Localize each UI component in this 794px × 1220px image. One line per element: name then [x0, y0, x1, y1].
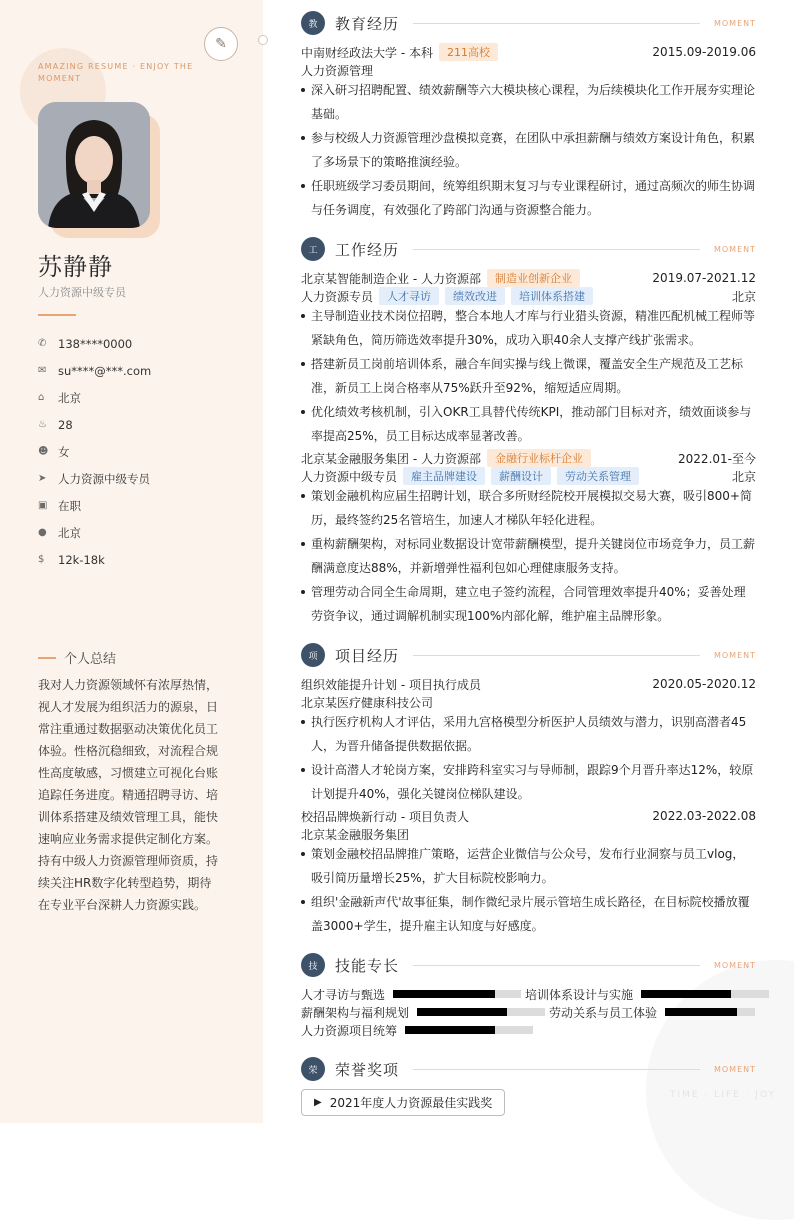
skill-item [301, 1003, 545, 1021]
contact-item [38, 411, 151, 438]
skill-bar [405, 1026, 533, 1034]
education-row [301, 43, 756, 61]
skill-bar-fill [417, 1008, 507, 1016]
contact-item [38, 519, 151, 546]
skill-name: 劳动关系与员工体验 [549, 1005, 658, 1020]
candidate-name: 苏静静 [38, 253, 113, 281]
work-city: 北京 [731, 289, 756, 304]
skill-item [301, 985, 521, 1003]
skill-bar [665, 1008, 755, 1016]
gender-icon: ☻ [38, 446, 49, 457]
role: 人力资源专员 [301, 289, 374, 304]
pen-icon: ✎ [204, 27, 238, 61]
contact-item [38, 330, 151, 357]
skill-item [525, 985, 769, 1003]
play-triangle-icon: ▶ [314, 1097, 322, 1108]
project-name: 校招品牌焕新行动 - 项目负责人 [301, 809, 469, 824]
section-title: 教育经历 [335, 14, 400, 33]
skill-name: 人力资源项目统筹 [301, 1023, 398, 1038]
education-icon: 教 [301, 11, 325, 35]
skill-bar [641, 990, 769, 998]
company-tag: 金融行业标杆企业 [487, 449, 591, 467]
decorative-ring-edge [258, 35, 268, 45]
skill-name: 薪酬架构与福利规划 [301, 1005, 410, 1020]
contact-text: 138****0000 [58, 336, 133, 351]
contact-text: 12k-18k [58, 552, 105, 567]
section-work-header [301, 236, 756, 262]
section-skills-header [301, 952, 756, 978]
section-moment-label: MOMENT [713, 1064, 756, 1074]
contact-text: 北京 [58, 390, 81, 405]
contact-item [38, 438, 151, 465]
list-item: 管理劳动合同全生命周期，建立电子签约流程，合同管理效率提升40%；妥善处理劳资争议，通过调解机制实现100%内部化解，维护雇主品牌形象。 [301, 580, 756, 628]
skill-name: 培训体系设计与实施 [525, 987, 634, 1002]
summary-heading [38, 648, 116, 667]
home-icon: ⌂ [38, 392, 45, 403]
skill-item [301, 1021, 533, 1039]
section-awards-header [301, 1056, 756, 1082]
profile-photo [38, 102, 150, 228]
skill-tag: 培训体系搭建 [511, 287, 593, 305]
skill-bar [393, 990, 521, 998]
major: 人力资源管理 [301, 63, 374, 78]
skill-tag: 雇主品牌建设 [403, 467, 485, 485]
section-title: 项目经历 [335, 646, 400, 665]
summary-text: 我对人力资源领域怀有浓厚热情，视人才发展为组织活力的源泉，日常注重通过数据驱动决策优化员工体验。性格沉稳细致，对流程合规性高度敏感，习惯建立可视化台账追踪任务进度。精通招聘寻访、培训体系搭建及绩效管理工具，能快速响应业务需求提供定制化方案。持有中级人力资源管理师资质，持续关注HR数字化转型趋势，期待在专业平台深耕人力资源实践。 [38, 678, 219, 912]
project-date: 2022.03-2022.08 [652, 809, 756, 823]
skill-tag: 薪酬设计 [491, 467, 551, 485]
section-divider [413, 965, 700, 966]
contact-item [38, 357, 151, 384]
contact-text: su****@***.com [58, 363, 152, 378]
contact-item [38, 546, 151, 573]
sidebar [0, 0, 263, 1123]
work-company-row [301, 269, 756, 287]
list-item: 设计高潜人才轮岗方案，安排跨科室实习与导师制，跟踪9个月晋升率达12%，较原计划提升40%，强化关键岗位梯队建设。 [301, 758, 756, 806]
section-title: 工作经历 [335, 240, 400, 259]
phone-icon: ✆ [38, 338, 47, 349]
skill-tag: 人才寻访 [379, 287, 439, 305]
contact-item [38, 492, 151, 519]
project-date: 2020.05-2020.12 [652, 677, 756, 691]
work-date: 2022.01-至今 [678, 451, 756, 466]
major-row [301, 61, 756, 79]
contact-text: 在职 [58, 498, 81, 513]
contact-list [38, 330, 151, 573]
skill-bar-fill [641, 990, 731, 998]
skill-bar-fill [393, 990, 495, 998]
list-item: 任职班级学习委员期间，统筹组织期末复习与专业课程研讨，通过高频次的师生协调与任务调度，有效强化了跨部门沟通与资源整合能力。 [301, 174, 756, 222]
section-moment-label: MOMENT [713, 650, 756, 660]
list-item: 搭建新员工岗前培训体系，融合车间实操与线上微课，覆盖安全生产规范及工艺标准，新员工上岗合格率从75%跃升至92%，缩短适应周期。 [301, 352, 756, 400]
skill-bar-fill [665, 1008, 737, 1016]
project-company-row [301, 825, 756, 843]
project-company: 北京某金融服务集团 [301, 827, 410, 842]
project-row [301, 675, 756, 693]
contact-text: 北京 [58, 525, 81, 540]
work-company-row [301, 449, 756, 467]
list-item: 组织'金融新声代'故事征集，制作微纪录片展示管培生成长路径，在目标院校播放覆盖3000+学生，提升雇主认知度与好感度。 [301, 890, 756, 938]
section-project-header [301, 642, 756, 668]
section-divider [413, 23, 700, 24]
list-item: 主导制造业技术岗位招聘，整合本地人才库与行业猎头资源，精准匹配机械工程师等紧缺角色，简历筛选效率提升30%，成功入职40余人支撑产线扩张需求。 [301, 304, 756, 352]
company-tag: 制造业创新企业 [487, 269, 580, 287]
list-item: 优化绩效考核机制，引入OKR工具替代传统KPI，推动部门目标对齐，绩效面谈参与率提高25%，员工目标达成率显著改善。 [301, 400, 756, 448]
skill-bar [417, 1008, 545, 1016]
salary-icon: $ [38, 554, 45, 565]
skill-tag: 绩效改进 [445, 287, 505, 305]
list-item: 执行医疗机构人才评估，采用九宫格模型分析医护人员绩效与潜力，识别高潜者45人，为晋升储备提供数据依据。 [301, 710, 756, 758]
section-moment-label: MOMENT [713, 244, 756, 254]
list-item: 深入研习招聘配置、绩效薪酬等六大模块核心课程，为后续模块化工作开展夯实理论基础。 [301, 78, 756, 126]
list-item: 策划金融校招品牌推广策略，运营企业微信与公众号，发布行业洞察与员工vlog，吸引简历量增长25%，扩大目标院校影响力。 [301, 842, 756, 890]
section-title: 荣誉奖项 [335, 1060, 400, 1079]
work-date: 2019.07-2021.12 [652, 271, 756, 285]
company-name: 北京某金融服务集团 - 人力资源部 [301, 451, 481, 466]
briefcase-icon: ▣ [38, 500, 48, 511]
skills-icon: 技 [301, 953, 325, 977]
work-role-row [301, 287, 756, 305]
award-name: 2021年度人力资源最佳实践奖 [329, 1096, 493, 1110]
section-divider [413, 655, 700, 656]
summary-heading-bar [38, 657, 56, 659]
section-moment-label: MOMENT [713, 960, 756, 970]
summary-title: 个人总结 [64, 652, 117, 667]
project-name: 组织效能提升计划 - 项目执行成员 [301, 677, 481, 692]
work-city: 北京 [731, 469, 756, 484]
award-badge [301, 1089, 505, 1116]
location-pin-icon: ● [38, 527, 47, 538]
send-icon: ➤ [38, 473, 47, 484]
mail-icon: ✉ [38, 365, 47, 376]
section-title: 技能专长 [335, 956, 400, 975]
tagline: AMAZING RESUME · ENJOY THE MOMENT [38, 62, 194, 83]
skill-name: 人才寻访与甄选 [301, 987, 386, 1002]
list-item: 重构薪酬架构，对标同业数据设计宽带薪酬模型，提升关键岗位市场竞争力，员工薪酬满意度达88%，并新增弹性福利包如心理健康服务支持。 [301, 532, 756, 580]
work-role-row [301, 467, 756, 485]
section-education-header [301, 10, 756, 36]
candidate-title: 人力资源中级专员 [38, 286, 126, 299]
name-divider [38, 314, 76, 316]
role: 人力资源中级专员 [301, 469, 398, 484]
section-divider [413, 249, 700, 250]
education-date: 2015.09-2019.06 [652, 45, 756, 59]
work-icon: 工 [301, 237, 325, 261]
company-name: 北京某智能制造企业 - 人力资源部 [301, 271, 481, 286]
project-icon: 项 [301, 643, 325, 667]
school-tag: 211高校 [439, 43, 498, 61]
skill-bar-fill [405, 1026, 495, 1034]
list-item: 参与校级人力资源管理沙盘模拟竞赛，在团队中承担薪酬与绩效方案设计角色，积累了多场景下的策略推演经验。 [301, 126, 756, 174]
project-company: 北京某医疗健康科技公司 [301, 695, 434, 710]
contact-item [38, 465, 151, 492]
section-divider [413, 1069, 700, 1070]
skill-item [549, 1003, 755, 1021]
contact-text: 人力资源中级专员 [58, 471, 150, 486]
awards-icon: 荣 [301, 1057, 325, 1081]
watermark: TIME · LIFE · JOY [670, 1090, 777, 1100]
contact-text: 女 [58, 444, 70, 459]
project-row [301, 807, 756, 825]
section-moment-label: MOMENT [713, 18, 756, 28]
contact-text: 28 [58, 417, 73, 432]
skill-tag: 劳动关系管理 [557, 467, 639, 485]
project-company-row [301, 693, 756, 711]
cake-icon: ♨ [38, 419, 47, 430]
contact-item [38, 384, 151, 411]
list-item: 策划金融机构应届生招聘计划，联合多所财经院校开展模拟交易大赛，吸引800+简历，最终签约25名管培生，加速人才梯队年轻化进程。 [301, 484, 756, 532]
school-name: 中南财经政法大学 - 本科 [301, 45, 433, 60]
